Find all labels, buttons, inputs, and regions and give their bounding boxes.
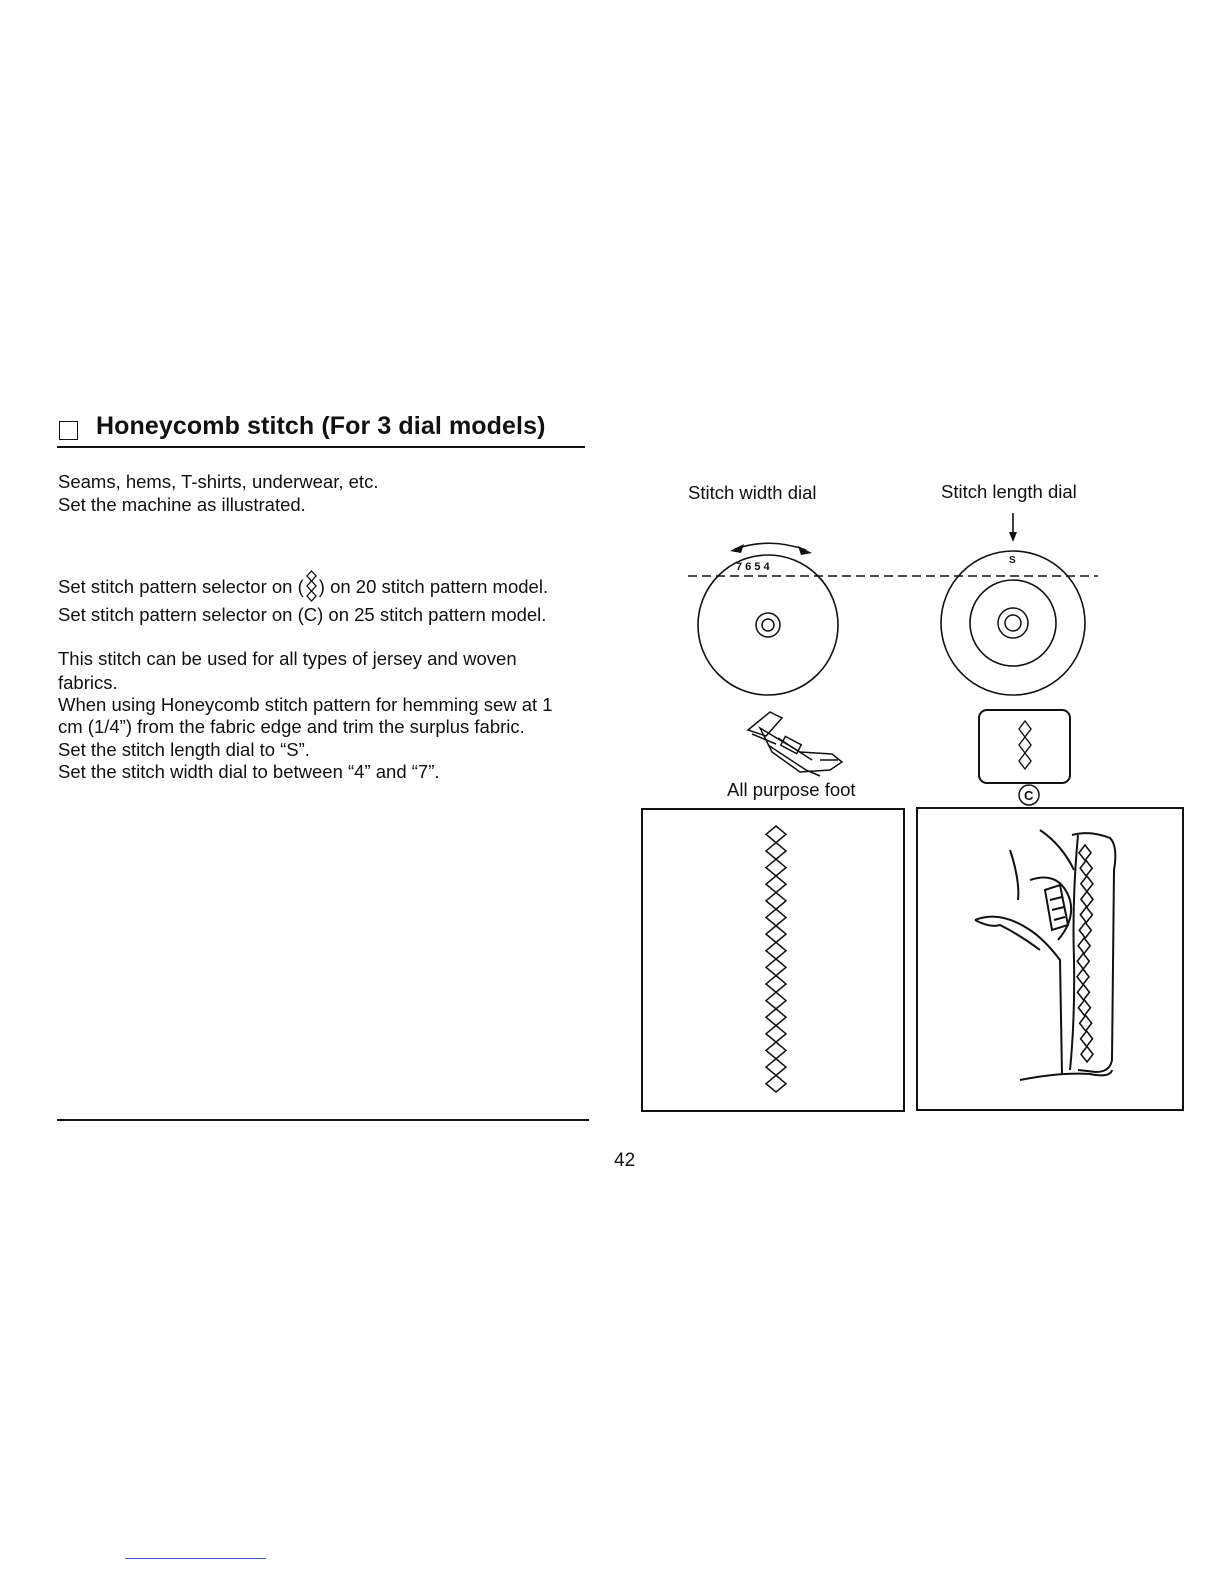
width-dial-marks: 7 6 5 4: [736, 561, 770, 573]
selector-line-1-after: ) on 20 stitch pattern model.: [318, 576, 549, 597]
body-line-4: cm (1/4”) from the fabric edge and trim the surplus fabric.: [58, 716, 525, 737]
all-purpose-foot-label: All purpose foot: [727, 779, 856, 800]
page-number: 42: [614, 1150, 636, 1171]
hem-honeycomb-stitching: [1077, 845, 1093, 1062]
body-line-3: When using Honeycomb stitch pattern for hemming sew at 1: [58, 694, 553, 715]
stitch-length-dial-label: Stitch length dial: [941, 481, 1077, 502]
body-line-2: fabrics.: [58, 672, 118, 693]
body-line-5: Set the stitch length dial to “S”.: [58, 739, 310, 760]
pattern-letter: C: [1024, 788, 1034, 803]
fabric-hem-drawing: [975, 830, 1115, 1080]
length-dial-mark: S: [1009, 555, 1016, 566]
stitch-width-dial-label: Stitch width dial: [688, 482, 817, 503]
intro-line-1: Seams, hems, T-shirts, underwear, etc.: [58, 471, 379, 492]
selector-line-1-before: Set stitch pattern selector on (: [58, 576, 304, 597]
intro-line-2: Set the machine as illustrated.: [58, 494, 306, 515]
footer-link-underline: [125, 1558, 266, 1559]
bottom-rule: [57, 1119, 589, 1121]
section-title: Honeycomb stitch (For 3 dial models): [96, 412, 546, 440]
selector-line-2: Set stitch pattern selector on (C) on 25 stitch pattern model.: [58, 604, 547, 625]
body-line-6: Set the stitch width dial to between “4” and “7”.: [58, 761, 440, 782]
body-line-1: This stitch can be used for all types of jersey and woven: [58, 648, 517, 669]
